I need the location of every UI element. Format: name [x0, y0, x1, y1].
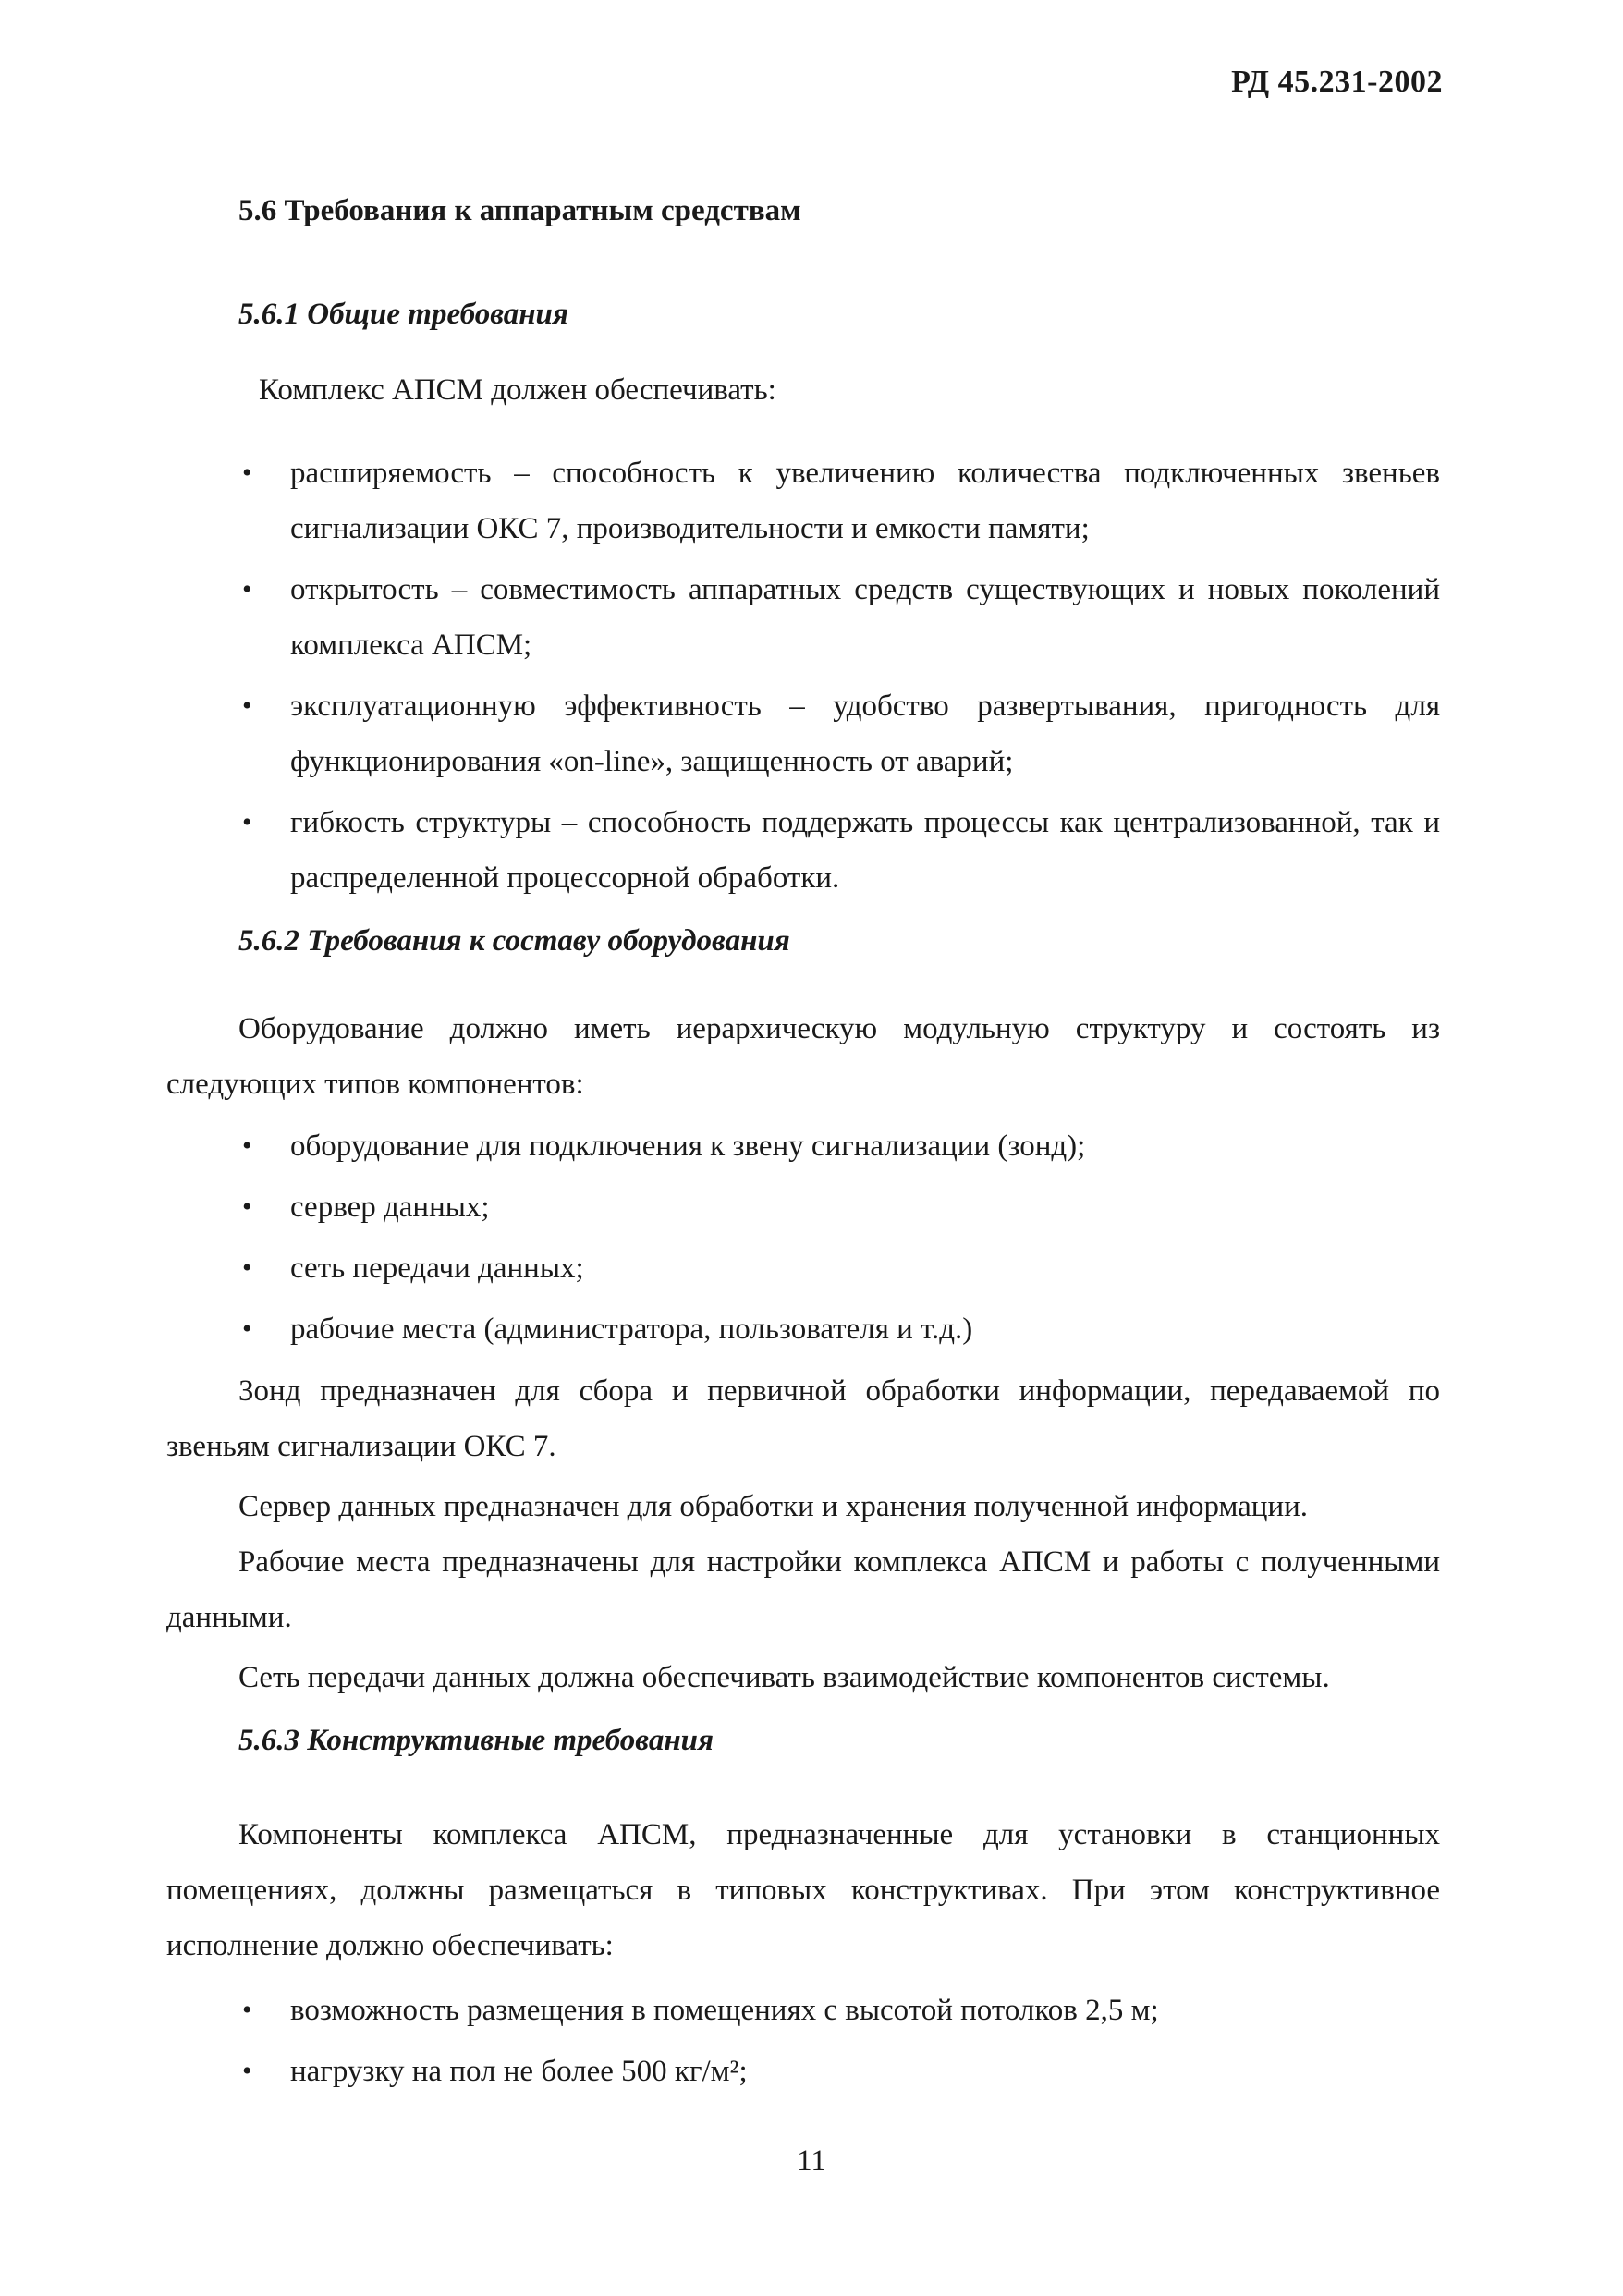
bullet-icon: •: [242, 1995, 252, 2025]
bullet-icon: •: [242, 574, 252, 605]
bullet-icon: •: [242, 690, 252, 721]
list-item-text: эксплуатационную эффективность – удобство развертывания, пригодность для функционирования «on-line», защищенность от аварий;: [290, 690, 1440, 778]
bullet-icon: •: [242, 2056, 252, 2086]
list-item: [238, 2044, 1440, 2099]
section-heading: 5.6 Требования к аппаратным средствам: [238, 194, 801, 227]
list-item-text: сервер данных;: [290, 1191, 490, 1224]
list-item: [238, 446, 1440, 556]
construction-intro: Компоненты комплекса АПСМ, предназначенные для установки в станционных помещениях, должны размещаться в типовых конструктивах. При этом конструктивное исполнение должно обеспечивать:: [166, 1818, 1440, 1962]
bullet-icon: •: [242, 807, 252, 837]
subsection-heading-general: 5.6.1 Общие требования: [238, 298, 568, 331]
list-item: [238, 795, 1440, 906]
data-server-paragraph: Сервер данных предназначен для обработки и хранения полученной информации.: [238, 1490, 1309, 1523]
subsection-heading-equipment: 5.6.2 Требования к составу оборудования: [238, 924, 790, 958]
list-item-text: возможность размещения в помещениях с высотой потолков 2,5 м;: [290, 1994, 1159, 2027]
list-item: [238, 1118, 1440, 1174]
general-intro: Комплекс АПСМ должен обеспечивать:: [259, 373, 776, 407]
list-item: [238, 562, 1440, 673]
list-item: [238, 1983, 1440, 2038]
equipment-components-list: [238, 1118, 1440, 1362]
list-item-text: расширяемость – способность к увеличению количества подключенных звеньев сигнализации ОКС 7, производительности и емкости памяти;: [290, 457, 1440, 545]
construction-requirements-list: [238, 1983, 1440, 2105]
bullet-icon: •: [242, 1130, 252, 1161]
list-item-text: сеть передачи данных;: [290, 1252, 584, 1285]
list-item-text: оборудование для подключения к звену сигнализации (зонд);: [290, 1130, 1086, 1163]
page-number: 11: [797, 2144, 826, 2178]
list-item: [238, 1240, 1440, 1296]
general-requirements-list: [238, 446, 1440, 911]
list-item-text: открытость – совместимость аппаратных средств существующих и новых поколений комплекса АПСМ;: [290, 573, 1440, 662]
bullet-icon: •: [242, 1191, 252, 1222]
bullet-icon: •: [242, 1252, 252, 1283]
probe-paragraph: Зонд предназначен для сбора и первичной обработки информации, передаваемой по звеньям сигнализации ОКС 7.: [166, 1374, 1440, 1463]
list-item-text: нагрузку на пол не более 500 кг/м²;: [290, 2055, 748, 2088]
bullet-icon: •: [242, 458, 252, 488]
list-item: [238, 1301, 1440, 1357]
list-item: [238, 1179, 1440, 1235]
list-item: [238, 678, 1440, 789]
workstations-paragraph: Рабочие места предназначены для настройки комплекса АПСМ и работы с полученными данными.: [166, 1545, 1440, 1634]
list-item-text: рабочие места (администратора, пользователя и т.д.): [290, 1313, 973, 1346]
network-paragraph: Сеть передачи данных должна обеспечивать взаимодействие компонентов системы.: [238, 1661, 1330, 1694]
equipment-intro: Оборудование должно иметь иерархическую модульную структуру и состоять из следующих типов компонентов:: [166, 1012, 1440, 1101]
document-code: РД 45.231-2002: [1231, 65, 1443, 99]
subsection-heading-construction: 5.6.3 Конструктивные требования: [238, 1724, 714, 1757]
list-item-text: гибкость структуры – способность поддержать процессы как централизованной, так и распределенной процессорной обработки.: [290, 806, 1440, 895]
bullet-icon: •: [242, 1313, 252, 1344]
